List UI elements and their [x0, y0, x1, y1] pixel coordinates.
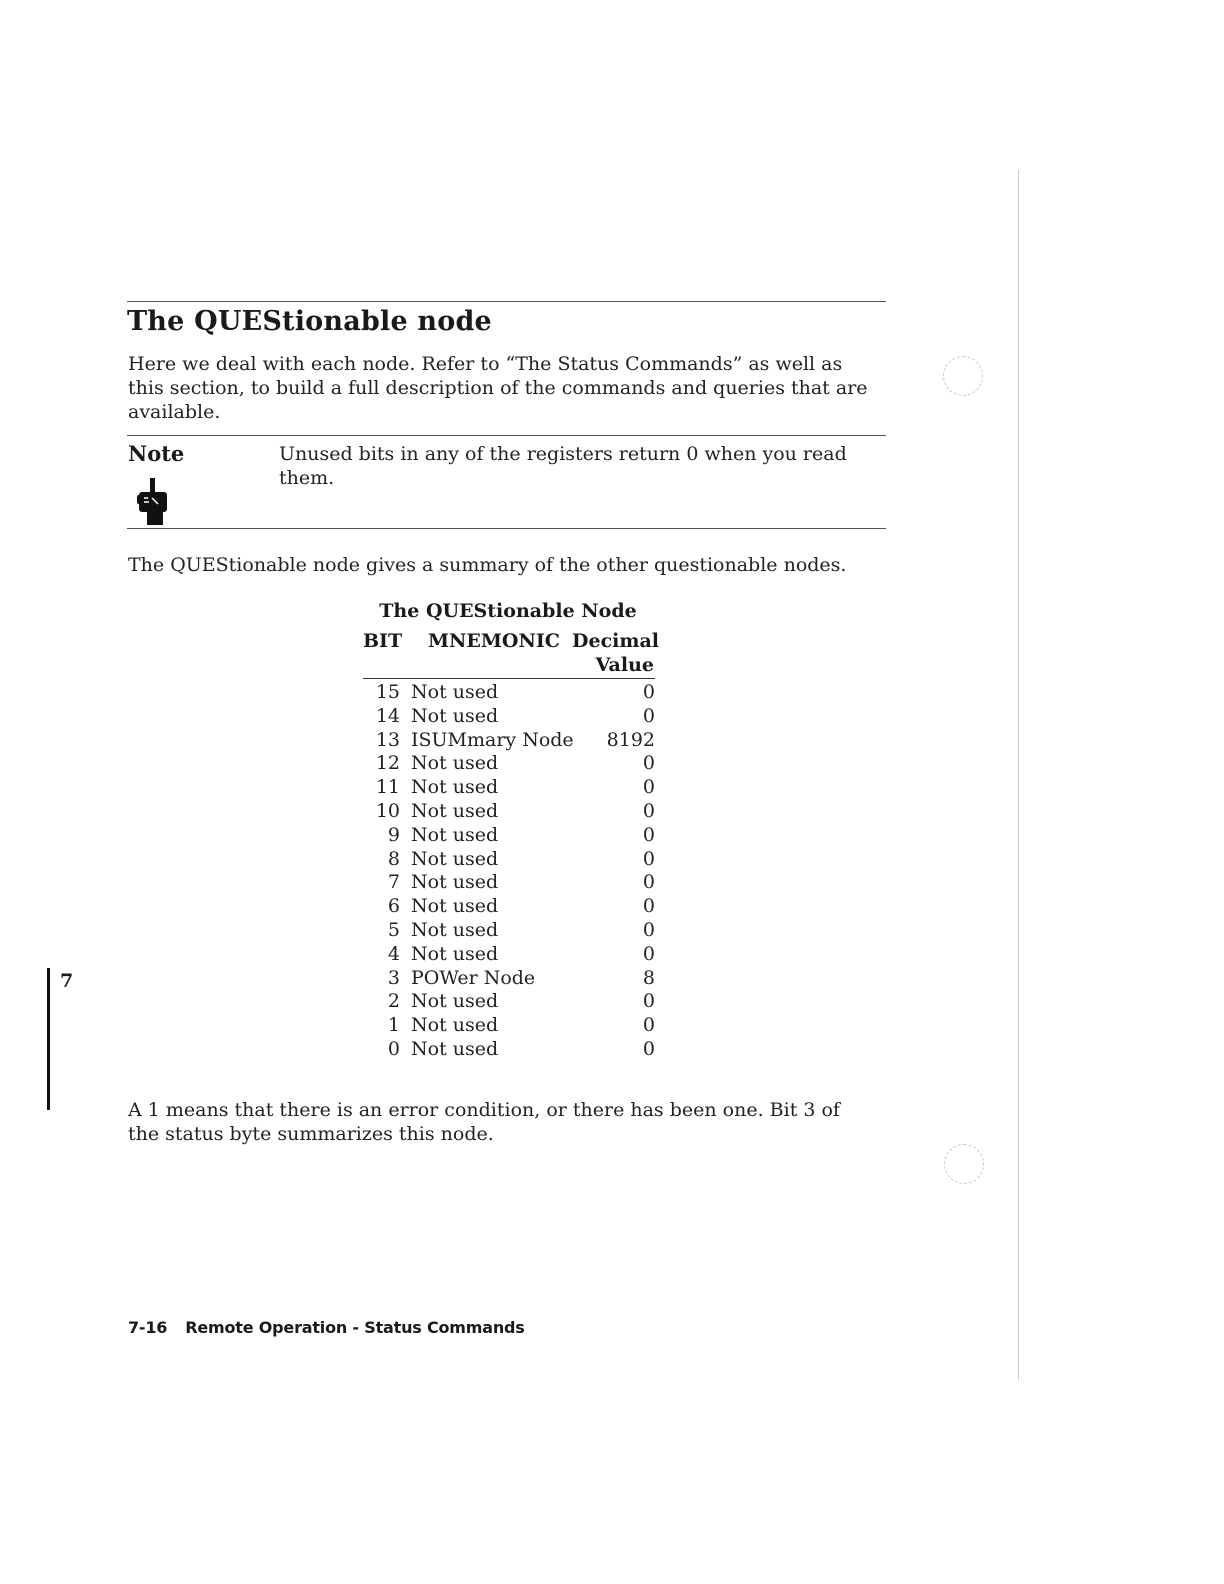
bit-cell: 5: [387, 918, 400, 941]
value-cell: 0: [642, 704, 655, 727]
bit-cell: 7: [387, 871, 400, 894]
table-row: [363, 848, 655, 872]
page-footer: [128, 1318, 525, 1337]
table-row: [363, 729, 655, 753]
mnemonic-cell: POWer Node: [411, 966, 536, 989]
mnemonic-cell: ISUMmary Node: [411, 728, 574, 751]
summary-paragraph: The QUEStionable node gives a summary of the other questionable nodes.: [128, 554, 847, 576]
value-cell: 0: [642, 871, 655, 894]
page-number: 7-16: [128, 1318, 168, 1337]
bit-cell: 6: [387, 895, 400, 918]
mnemonic-cell: Not used: [411, 823, 499, 846]
table-row: [363, 1014, 655, 1038]
mnemonic-cell: Not used: [411, 704, 499, 727]
mnemonic-cell: Not used: [411, 1014, 499, 1037]
mnemonic-cell: Not used: [411, 776, 499, 799]
mnemonic-cell: Not used: [411, 990, 499, 1013]
header-value: [572, 629, 659, 677]
value-cell: 0: [642, 1014, 655, 1037]
mnemonic-cell: Not used: [411, 799, 499, 822]
bit-cell: 11: [375, 776, 400, 799]
mnemonic-cell: Not used: [411, 942, 499, 965]
chapter-tab-number: 7: [60, 970, 74, 992]
table-caption: The QUEStionable Node: [379, 600, 637, 622]
bit-table-body: [363, 681, 655, 1062]
bit-cell: 10: [375, 799, 400, 822]
intro-paragraph: Here we deal with each node. Refer to “The Status Commands” as well as this section, to build a full description of the commands and queries that are available.: [128, 353, 868, 423]
value-cell: 0: [642, 823, 655, 846]
punch-hole: [944, 1144, 984, 1184]
header-value-line2: Value: [595, 654, 654, 676]
bit-cell: 3: [387, 966, 400, 989]
bit-cell: 4: [387, 942, 400, 965]
value-cell: 0: [642, 895, 655, 918]
table-row: [363, 895, 655, 919]
bit-cell: 12: [375, 752, 400, 775]
value-cell: 0: [642, 799, 655, 822]
bit-cell: 9: [387, 823, 400, 846]
table-row: [363, 776, 655, 800]
note-text: Unused bits in any of the registers return 0 when you read them.: [279, 443, 847, 489]
header-bit: BIT: [363, 630, 403, 652]
header-mnemonic: MNEMONIC: [428, 630, 560, 652]
bit-cell: 1: [387, 1014, 400, 1037]
table-row: [363, 919, 655, 943]
bit-cell: 15: [375, 681, 400, 703]
table-header-rule: [363, 678, 655, 679]
bit-cell: 13: [375, 728, 400, 751]
section-title: The QUEStionable node: [127, 306, 492, 337]
note-label: Note: [128, 441, 185, 466]
bit-cell: 8: [387, 847, 400, 870]
table-row: [363, 990, 655, 1014]
bit-cell: 2: [387, 990, 400, 1013]
mnemonic-cell: Not used: [411, 847, 499, 870]
table-row: [363, 967, 655, 991]
table-row: [363, 800, 655, 824]
table-row: [363, 752, 655, 776]
chapter-tab-bar: [47, 968, 50, 1110]
value-cell: 8192: [606, 728, 655, 751]
value-cell: 0: [642, 918, 655, 941]
mnemonic-cell: Not used: [411, 1037, 499, 1060]
header-value-line1: Decimal: [572, 630, 659, 652]
table-row: [363, 871, 655, 895]
mnemonic-cell: Not used: [411, 918, 499, 941]
value-cell: 0: [642, 1037, 655, 1060]
punch-hole: [943, 356, 983, 396]
top-rule: [127, 301, 886, 302]
value-cell: 0: [642, 990, 655, 1013]
value-cell: 0: [642, 847, 655, 870]
value-cell: 0: [642, 942, 655, 965]
value-cell: 0: [642, 752, 655, 775]
note-bottom-rule: [127, 528, 886, 529]
pointing-hand-icon: [136, 478, 170, 526]
note-top-rule: [127, 435, 886, 436]
mnemonic-cell: Not used: [411, 895, 499, 918]
table-row: [363, 824, 655, 848]
table-row: [363, 943, 655, 967]
value-cell: 0: [642, 776, 655, 799]
mnemonic-cell: Not used: [411, 681, 499, 703]
bit-cell: 0: [387, 1037, 400, 1060]
table-row: [363, 1038, 655, 1062]
mnemonic-cell: Not used: [411, 871, 499, 894]
value-cell: 0: [642, 681, 655, 703]
closing-paragraph: A 1 means that there is an error condition, or there has been one. Bit 3 of the status byte summarizes this node.: [128, 1099, 840, 1145]
table-row: [363, 681, 655, 705]
value-cell: 8: [642, 966, 655, 989]
table-row: [363, 705, 655, 729]
binder-edge-line: [1018, 170, 1019, 1380]
footer-chapter-title: Remote Operation - Status Commands: [185, 1318, 525, 1337]
bit-cell: 14: [375, 704, 400, 727]
mnemonic-cell: Not used: [411, 752, 499, 775]
